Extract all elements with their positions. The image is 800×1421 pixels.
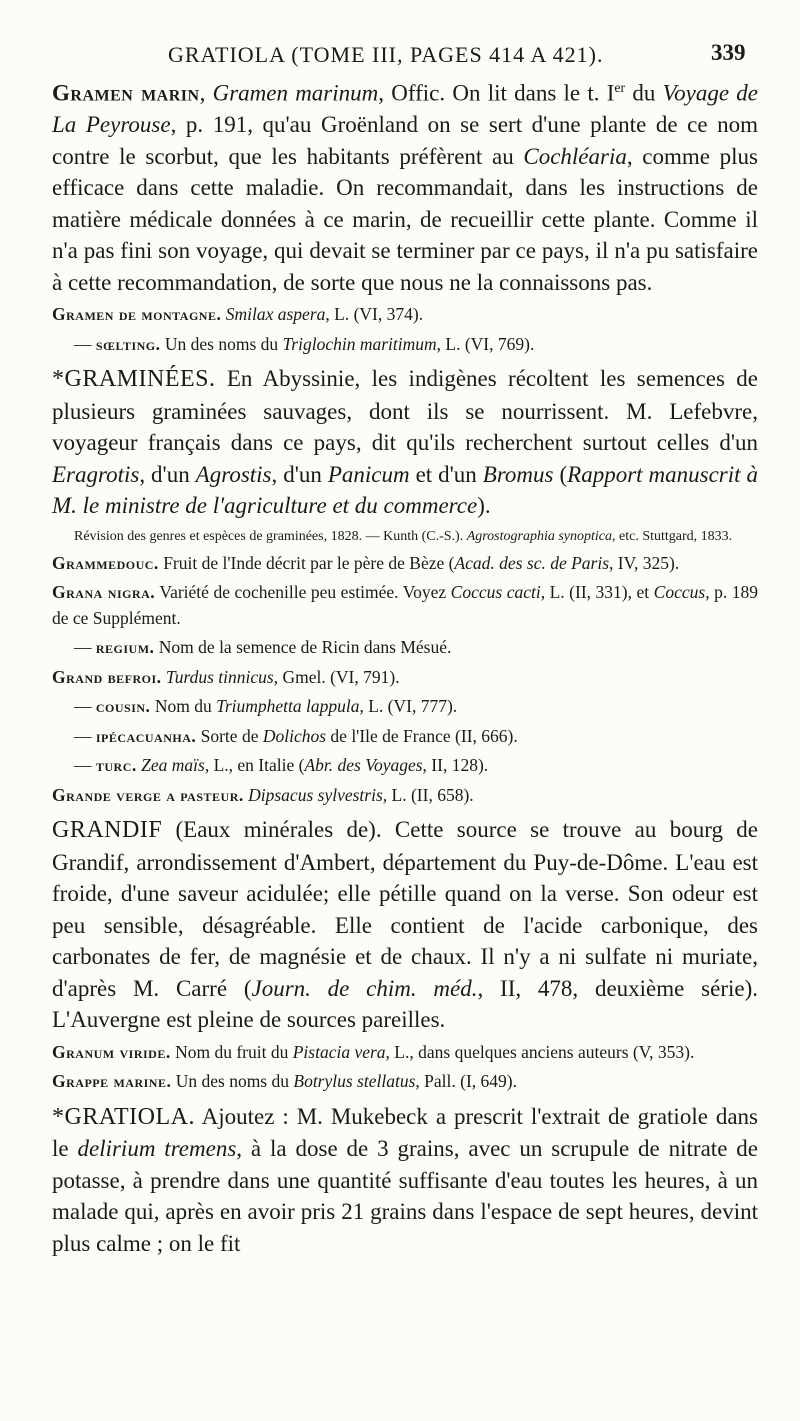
- dictionary-entry: [52, 694, 758, 720]
- entry-text: , etc. Stuttgard, 1833.: [612, 528, 733, 544]
- entry-text: , comme plus efficace dans cette maladie. On recommandait, dans les instructions de matière médicale données à ce marin, de recueillir cette plante. Comme il n'a pas fini son voyage, qui devait se terminer par ce pays, il n'a pu satisfaire à cette recommandation, de sorte que nous ne la connaissons pas.: [52, 143, 758, 295]
- entry-headword: Grammedouc.: [52, 552, 159, 573]
- entry-text: Ajoutez : M. Mukebeck a prescrit l'extrait de gratiole dans le: [52, 1103, 758, 1162]
- entry-headword: Gramen marin: [52, 80, 200, 106]
- entry-headword: Grande verge a pasteur.: [52, 784, 244, 805]
- entry-text: , L. (VI, 769).: [436, 333, 535, 354]
- dictionary-entry: [52, 814, 758, 1036]
- dictionary-entries: [52, 72, 758, 1259]
- italic-text: Panicum: [327, 461, 410, 487]
- italic-text: Rapport manuscrit à M. le ministre de l'agriculture et du commerce: [52, 461, 758, 519]
- entry-text: , IV, 325).: [609, 552, 680, 573]
- entry-text: , L. (II, 331), et: [540, 582, 654, 603]
- entry-text: (Eaux minérales de). Cette source se trouve au bourg de Grandif, arrondissement d'Ambert, département du Puy-de-Dôme. L'eau est froide, d'une saveur acidulée; elle pétille quand on la verse. Son odeur est peu sensible, désagréable. Elle contient de l'acide carbonique, des carbonates de fer, de magnésie et de chaux. Il n'y a ni sulfate ni muriate, d'après M. Carré (: [52, 817, 758, 1001]
- dictionary-entry: [52, 635, 758, 661]
- entry-text: Sorte de: [196, 725, 263, 746]
- entry-headword: cousin.: [95, 696, 151, 717]
- italic-text: Zea maïs: [141, 755, 205, 776]
- entry-text: (: [553, 461, 568, 487]
- dictionary-entry: [52, 72, 758, 298]
- italic-text: Coccus cacti: [450, 582, 541, 603]
- entry-headword: Grana nigra.: [52, 582, 156, 603]
- entry-text: , d'un: [139, 461, 196, 487]
- entry-text: , Offic. On lit dans le t. I: [378, 80, 615, 106]
- italic-text: Triumphetta lappula: [216, 696, 360, 717]
- dictionary-entry: [52, 1040, 758, 1066]
- dictionary-entry: [52, 526, 758, 547]
- italic-text: Dolichos: [262, 725, 327, 746]
- entry-text: et d'un: [409, 461, 483, 487]
- entry-text: , L., en Italie (: [204, 755, 305, 776]
- entry-headword: Grand befroi.: [52, 666, 162, 687]
- entry-text: , d'un: [271, 461, 328, 487]
- italic-text: Dipsacus sylvestris: [248, 784, 383, 805]
- entry-headword: Grappe marine.: [52, 1071, 172, 1092]
- dictionary-entry: [52, 302, 758, 328]
- entry-text: , Pall. (I, 649).: [415, 1071, 517, 1092]
- entry-text: ).: [477, 493, 491, 519]
- entry-text: —: [74, 637, 96, 658]
- entry-headword: Granum viride.: [52, 1041, 171, 1062]
- italic-text: Agrostographia synoptica: [466, 528, 613, 544]
- entry-text: Révision des genres et espèces de graminées, 1828. — Kunth (C.-S.).: [74, 528, 467, 544]
- italic-text: delirium tremens: [77, 1136, 237, 1162]
- italic-text: Agrostis: [195, 461, 272, 487]
- italic-text: Turdus tinnicus: [165, 666, 274, 687]
- dictionary-entry: [52, 332, 758, 358]
- dictionary-entry: [52, 580, 758, 631]
- entry-text: , à la dose de 3 grains, avec un scrupule de nitrate de potasse, à prendre dans une quantité suffisante d'eau toutes les heures, à un malade qui, après en avoir pris 21 grains dans l'espace de sept heures, devint plus calme ; on le fit: [52, 1136, 758, 1256]
- entry-headword: *GRATIOLA.: [52, 1103, 195, 1130]
- entry-headword: *GRAMINÉES.: [52, 366, 216, 393]
- entry-text: Variété de cochenille peu estimée. Voyez: [155, 582, 451, 603]
- entry-text: —: [74, 696, 96, 717]
- italic-text: Triglochin maritimum: [282, 333, 437, 354]
- entry-headword: ipécacuanha.: [95, 725, 197, 746]
- entry-text: Un des noms du: [171, 1071, 294, 1092]
- italic-text: Acad. des sc. de Paris: [454, 552, 610, 573]
- entry-text: du: [625, 80, 663, 106]
- entry-text: Nom de la semence de Ricin dans Mésué.: [154, 637, 452, 658]
- entry-headword: sœlting.: [95, 333, 161, 354]
- italic-text: Cochléaria: [523, 143, 627, 169]
- entry-headword: regium.: [95, 637, 155, 658]
- italic-text: Botrylus stellatus: [293, 1071, 416, 1092]
- page-header: [0, 36, 800, 76]
- dictionary-entry: [52, 783, 758, 809]
- entry-text: , L. (VI, 374).: [325, 304, 424, 325]
- entry-text: , p. 189 de ce Supplément.: [52, 582, 758, 628]
- dictionary-entry: [52, 1069, 758, 1095]
- entry-text: de l'Ile de France (II, 666).: [326, 725, 518, 746]
- entry-text: En Abyssinie, les indigènes récoltent les semences de plusieurs graminées sauvages, dont ils se nourrissent. M. Lefebvre, voyageur français dans ce pays, dit qu'ils recherchent surtout celles d'un: [52, 366, 758, 456]
- entry-text: , p. 191, qu'au Groënland on se sert d'une plante de ce nom contre le scorbut, que les habitants préfèrent au: [52, 112, 758, 169]
- entry-text: , II, 128).: [422, 755, 489, 776]
- italic-text: Smilax aspera: [225, 304, 326, 325]
- entry-text: , L., dans quelques anciens auteurs (V, 353).: [385, 1041, 695, 1062]
- entry-text: Nom du fruit du: [170, 1041, 293, 1062]
- italic-text: Gramen marinum: [212, 80, 379, 106]
- entry-headword: GRANDIF: [52, 817, 163, 844]
- entry-text: Un des noms du: [160, 333, 283, 354]
- entry-text: ,: [199, 80, 213, 106]
- entry-headword: turc.: [95, 755, 137, 776]
- entry-headword: Gramen de montagne.: [52, 304, 222, 325]
- italic-text: Pistacia vera: [292, 1041, 386, 1062]
- italic-text: Journ. de chim. méd.: [251, 975, 478, 1001]
- dictionary-entry: [52, 724, 758, 750]
- italic-text: Bromus: [482, 461, 554, 487]
- entry-text: —: [74, 725, 96, 746]
- italic-text: Eragrotis: [52, 461, 140, 487]
- entry-text: —: [74, 755, 96, 776]
- italic-text: Abr. des Voyages: [304, 755, 423, 776]
- dictionary-entry: [52, 551, 758, 577]
- page-number: 339: [711, 40, 746, 65]
- entry-text: , L. (II, 658).: [382, 784, 474, 805]
- entry-text: , L. (VI, 777).: [359, 696, 458, 717]
- dictionary-entry: [52, 363, 758, 522]
- italic-text: Voyage de La Peyrouse: [52, 80, 759, 138]
- entry-text: Fruit de l'Inde décrit par le père de Bèze (: [158, 552, 455, 573]
- entry-text: , II, 478, deuxième série). L'Auvergne est pleine de sources pareilles.: [52, 975, 758, 1033]
- dictionary-entry: [52, 1101, 758, 1260]
- dictionary-entry: [52, 665, 758, 691]
- italic-text: Coccus: [653, 582, 706, 603]
- dictionary-entry: [52, 753, 758, 779]
- running-title: GRATIOLA (TOME III, PAGES 414 A 421).: [168, 42, 604, 67]
- entry-text: , Gmel. (VI, 791).: [273, 666, 400, 687]
- entry-text: —: [74, 333, 96, 354]
- superscript-text: er: [614, 80, 626, 95]
- entry-text: Nom du: [150, 696, 217, 717]
